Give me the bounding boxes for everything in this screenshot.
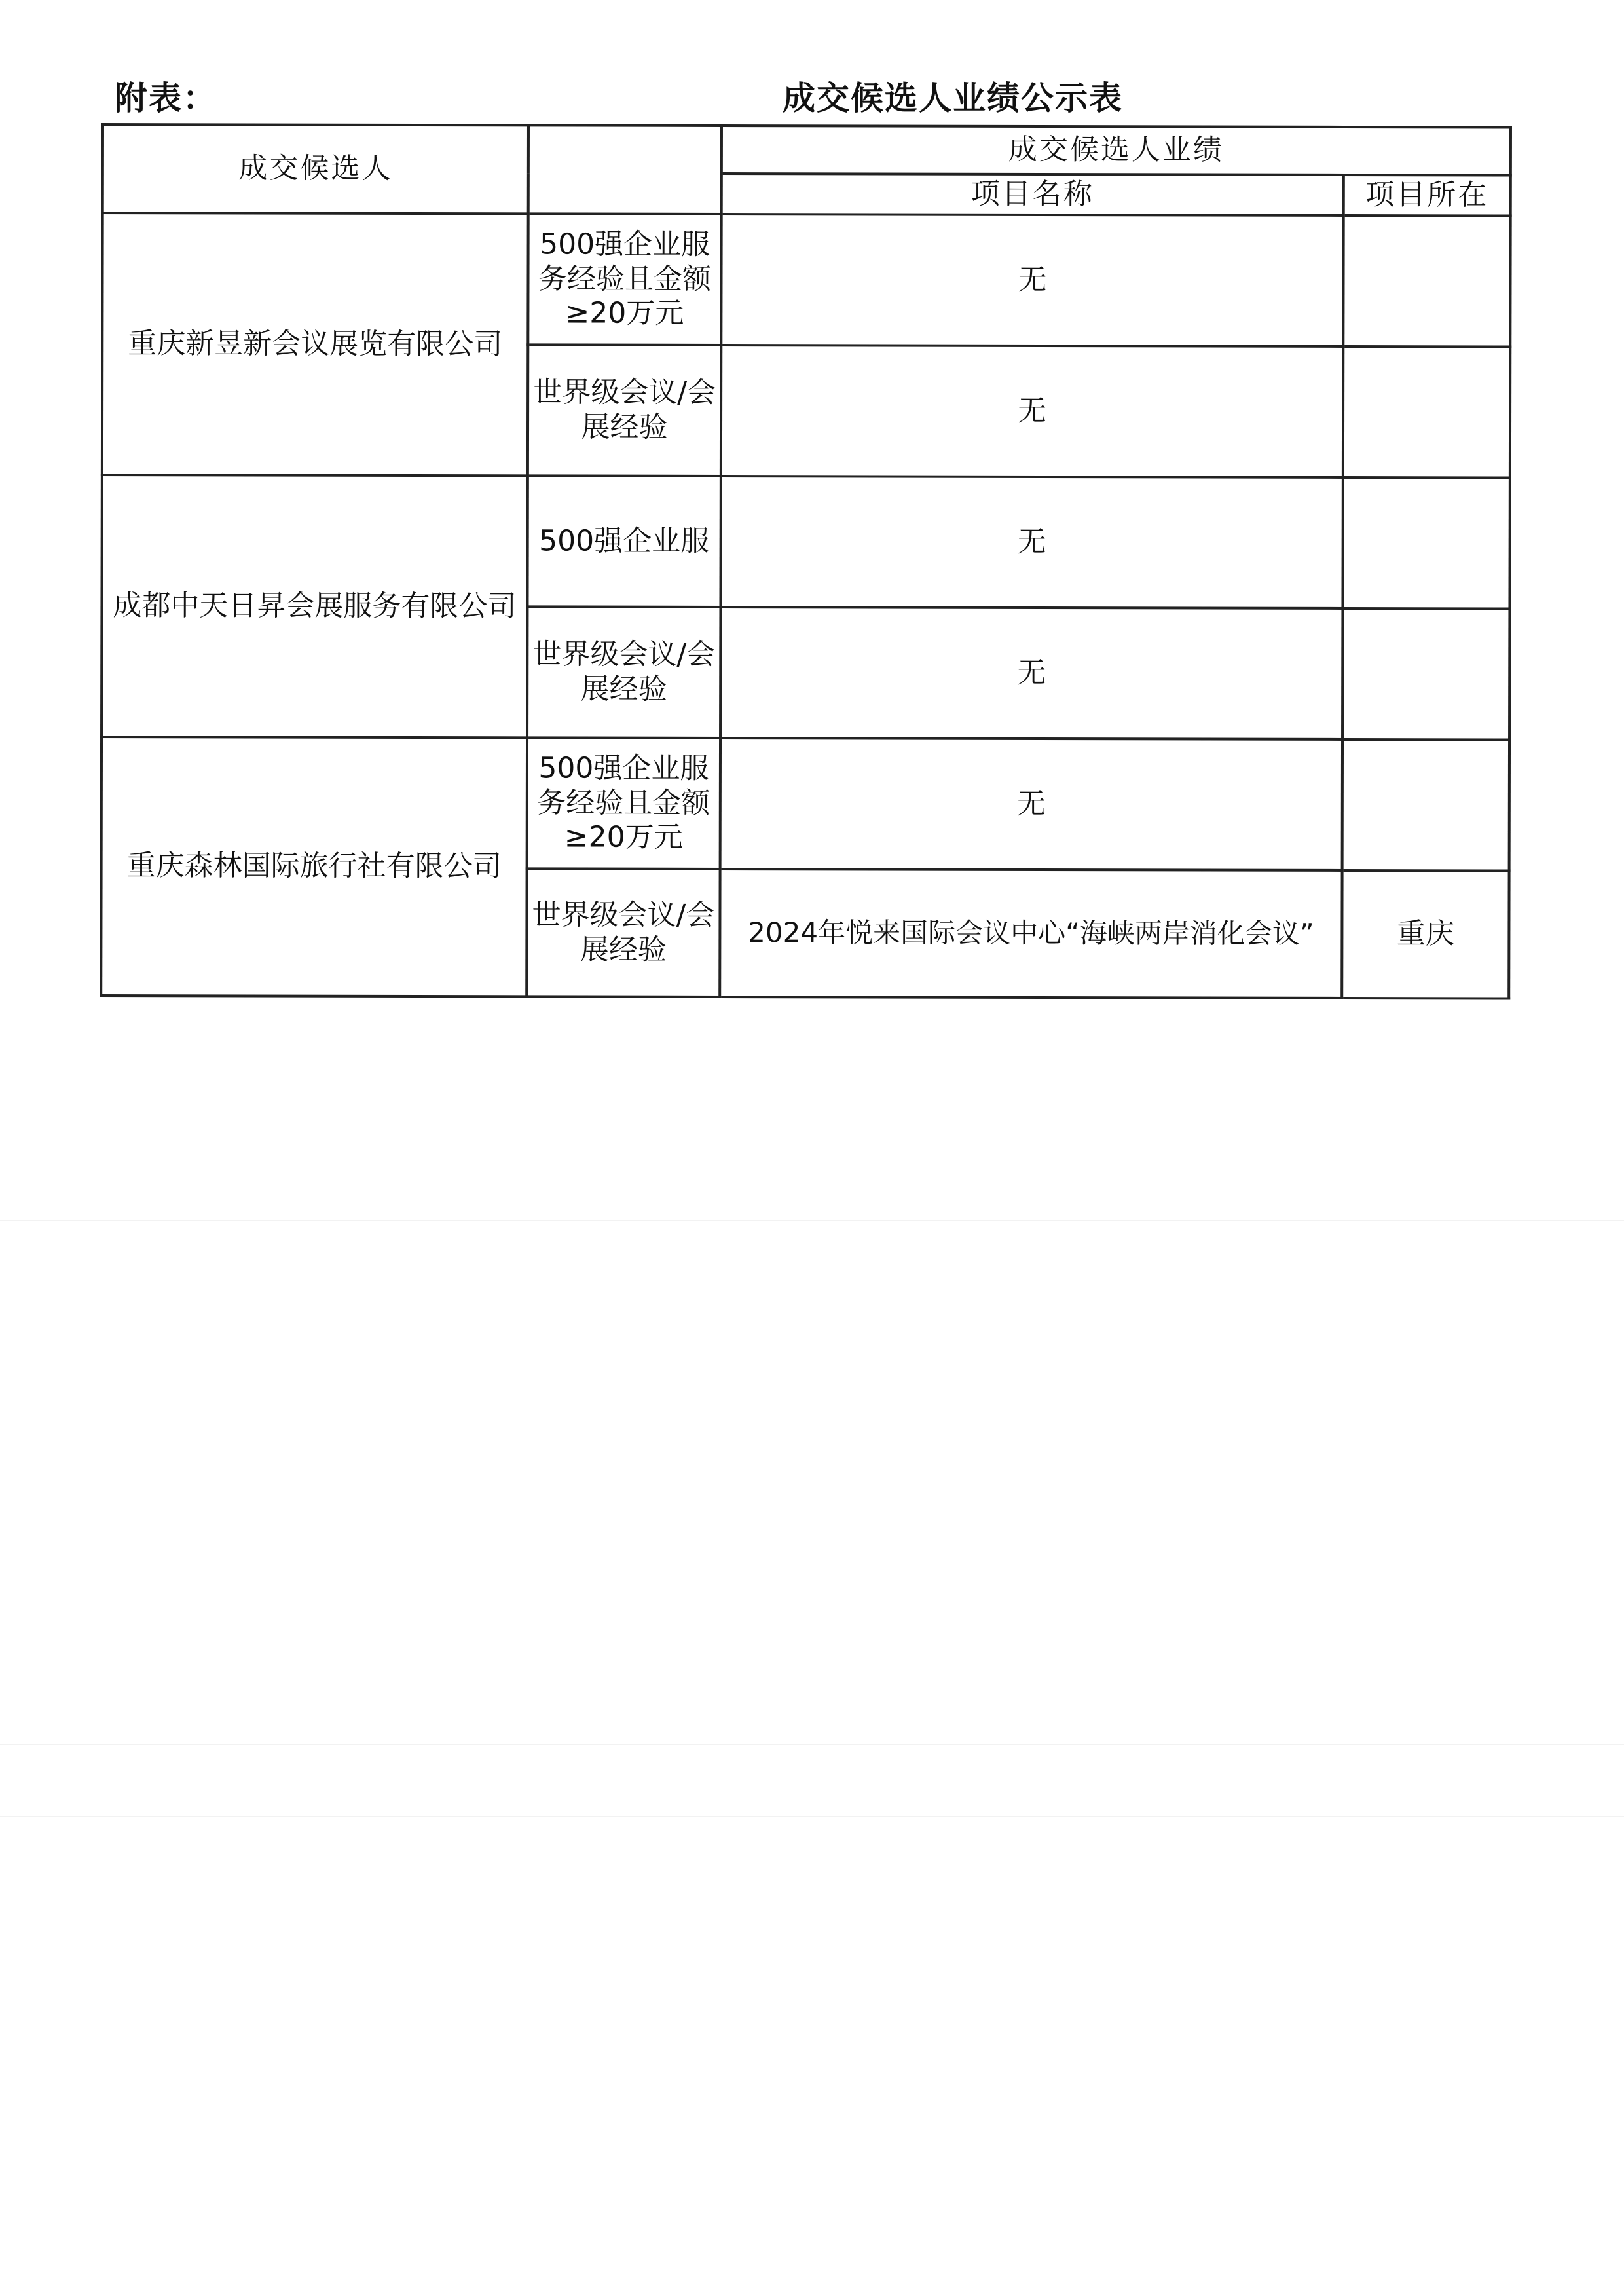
project-location-cell [1342,608,1509,740]
scan-artifact-line [0,1816,1624,1817]
project-name-cell: 无 [720,476,1342,608]
project-name-cell: 2024年悦来国际会议中心“海峡两岸消化会议” [720,869,1342,998]
table-header-row [103,124,1511,176]
performance-table [100,123,1512,1000]
table-row [102,213,1510,347]
project-name-cell: 无 [720,607,1342,739]
document-title: 成交候选人业绩公示表 [783,79,1123,117]
candidate-name: 重庆新昱新会议展览有限公司 [102,213,528,476]
category-cell: 500强企业服 [527,476,720,607]
header-project-name: 项目名称 [722,174,1344,215]
project-name-cell: 无 [721,214,1343,346]
category-cell: 世界级会议/会展经验 [527,606,720,738]
candidate-name: 成都中天日昇会展服务有限公司 [101,475,528,737]
category-cell: 500强企业服务经验且金额≥20万元 [528,214,721,345]
project-name-cell: 无 [721,345,1343,477]
scan-artifact-line [0,1744,1624,1745]
project-location-cell [1342,477,1509,609]
header-project-location: 项目所在 [1344,175,1511,216]
project-name-cell: 无 [720,738,1342,870]
header-candidate: 成交候选人 [103,124,528,214]
table-row [101,737,1509,871]
table-row [101,475,1509,609]
attachment-label: 附表： [115,79,217,117]
header-category-blank [528,125,722,214]
scan-artifact-line [0,1220,1624,1221]
header-performance: 成交候选人业绩 [722,126,1511,176]
category-cell: 500强企业服务经验且金额≥20万元 [527,737,720,869]
candidate-name: 重庆森林国际旅行社有限公司 [101,737,527,996]
project-location-cell [1343,215,1510,347]
category-cell: 世界级会议/会展经验 [526,868,720,997]
project-location-cell: 重庆 [1342,870,1509,999]
category-cell: 世界级会议/会展经验 [528,345,721,476]
project-location-cell [1342,739,1509,871]
project-location-cell [1343,346,1510,478]
